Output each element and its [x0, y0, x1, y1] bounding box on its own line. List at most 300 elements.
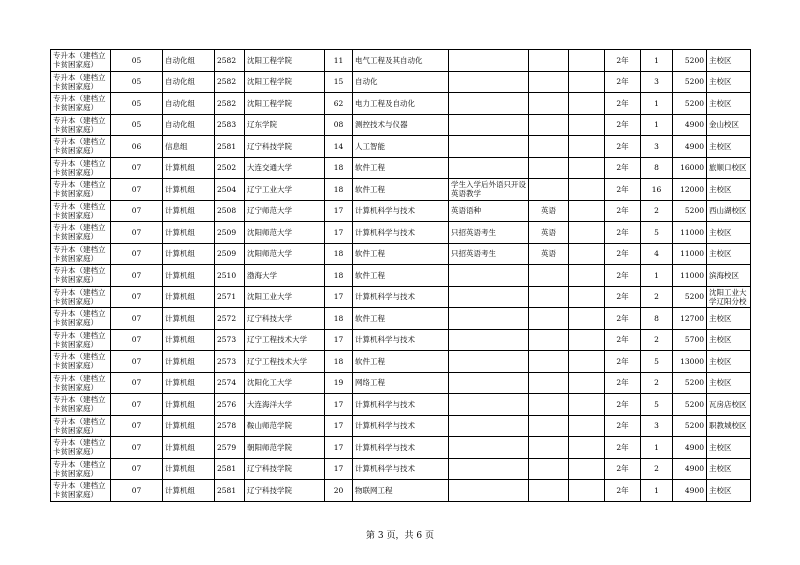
school-name-cell: 辽宁工程技术大学: [245, 351, 325, 373]
campus-cell: 主校区: [707, 93, 751, 115]
duration-cell: 2年: [605, 265, 641, 287]
campus-cell: 主校区: [707, 179, 751, 201]
tuition-cell: 12000: [673, 179, 707, 201]
school-name-cell: 沈阳工业大学: [245, 286, 325, 308]
major-code-cell: 18: [325, 157, 353, 179]
group-cell: 自动化组: [163, 93, 215, 115]
campus-cell: 主校区: [707, 50, 751, 72]
category-code-cell: 07: [111, 222, 163, 244]
tuition-cell: 4900: [673, 437, 707, 459]
plan-count-cell: 2: [641, 200, 673, 222]
school-code-cell: 2583: [215, 114, 245, 136]
language-cell: [529, 415, 569, 437]
campus-cell: 金山校区: [707, 114, 751, 136]
tuition-cell: 11000: [673, 265, 707, 287]
school-name-cell: 鞍山师范学院: [245, 415, 325, 437]
school-code-cell: 2574: [215, 372, 245, 394]
tuition-cell: 5200: [673, 286, 707, 308]
table-row: [51, 71, 751, 93]
major-code-cell: 17: [325, 222, 353, 244]
tuition-cell: 4900: [673, 480, 707, 502]
plan-count-cell: 8: [641, 157, 673, 179]
tuition-cell: 4900: [673, 458, 707, 480]
tuition-cell: 5200: [673, 415, 707, 437]
tuition-cell: 5200: [673, 71, 707, 93]
language-cell: [529, 437, 569, 459]
tuition-cell: 5200: [673, 372, 707, 394]
blank-cell: [569, 50, 605, 72]
enroll-type-cell: 专升本（建档立卡贫困家庭）: [51, 351, 111, 373]
table-row: [51, 179, 751, 201]
duration-cell: 2年: [605, 308, 641, 330]
table-row: [51, 415, 751, 437]
major-name-cell: 软件工程: [353, 265, 449, 287]
enroll-type-cell: 专升本（建档立卡贫困家庭）: [51, 329, 111, 351]
major-code-cell: 20: [325, 480, 353, 502]
school-name-cell: 沈阳工程学院: [245, 71, 325, 93]
enroll-type-cell: 专升本（建档立卡贫困家庭）: [51, 157, 111, 179]
tuition-cell: 4900: [673, 114, 707, 136]
table-row: [51, 243, 751, 265]
table-row: [51, 136, 751, 158]
note-cell: 只招英语考生: [449, 243, 529, 265]
duration-cell: 2年: [605, 372, 641, 394]
major-name-cell: 计算机科学与技术: [353, 458, 449, 480]
blank-cell: [569, 114, 605, 136]
note-cell: 英语语种: [449, 200, 529, 222]
table-row: [51, 351, 751, 373]
major-name-cell: 软件工程: [353, 308, 449, 330]
school-code-cell: 2572: [215, 308, 245, 330]
school-code-cell: 2573: [215, 329, 245, 351]
language-cell: 英语: [529, 243, 569, 265]
school-code-cell: 2576: [215, 394, 245, 416]
blank-cell: [569, 458, 605, 480]
major-name-cell: 计算机科学与技术: [353, 329, 449, 351]
group-cell: 计算机组: [163, 286, 215, 308]
campus-cell: 旅顺口校区: [707, 157, 751, 179]
note-cell: 只招英语考生: [449, 222, 529, 244]
major-name-cell: 计算机科学与技术: [353, 394, 449, 416]
enroll-type-cell: 专升本（建档立卡贫困家庭）: [51, 71, 111, 93]
language-cell: [529, 157, 569, 179]
table-row: [51, 114, 751, 136]
school-code-cell: 2502: [215, 157, 245, 179]
enroll-type-cell: 专升本（建档立卡贫困家庭）: [51, 179, 111, 201]
category-code-cell: 07: [111, 458, 163, 480]
major-name-cell: 自动化: [353, 71, 449, 93]
major-name-cell: 计算机科学与技术: [353, 200, 449, 222]
school-code-cell: 2504: [215, 179, 245, 201]
tuition-cell: 16000: [673, 157, 707, 179]
note-cell: [449, 458, 529, 480]
plan-count-cell: 1: [641, 480, 673, 502]
language-cell: [529, 480, 569, 502]
note-cell: [449, 351, 529, 373]
blank-cell: [569, 222, 605, 244]
major-name-cell: 软件工程: [353, 157, 449, 179]
blank-cell: [569, 437, 605, 459]
major-code-cell: 17: [325, 200, 353, 222]
group-cell: 计算机组: [163, 415, 215, 437]
campus-cell: 主校区: [707, 437, 751, 459]
table-row: [51, 437, 751, 459]
category-code-cell: 07: [111, 437, 163, 459]
major-code-cell: 17: [325, 329, 353, 351]
enroll-type-cell: 专升本（建档立卡贫困家庭）: [51, 372, 111, 394]
major-name-cell: 计算机科学与技术: [353, 222, 449, 244]
enroll-type-cell: 专升本（建档立卡贫困家庭）: [51, 458, 111, 480]
language-cell: [529, 329, 569, 351]
category-code-cell: 07: [111, 372, 163, 394]
major-name-cell: 人工智能: [353, 136, 449, 158]
note-cell: [449, 308, 529, 330]
language-cell: [529, 136, 569, 158]
blank-cell: [569, 351, 605, 373]
blank-cell: [569, 286, 605, 308]
tuition-cell: 5200: [673, 93, 707, 115]
duration-cell: 2年: [605, 415, 641, 437]
school-name-cell: 辽宁科技大学: [245, 308, 325, 330]
category-code-cell: 07: [111, 286, 163, 308]
note-cell: [449, 480, 529, 502]
group-cell: 自动化组: [163, 114, 215, 136]
blank-cell: [569, 157, 605, 179]
group-cell: 计算机组: [163, 222, 215, 244]
group-cell: 计算机组: [163, 200, 215, 222]
school-code-cell: 2582: [215, 71, 245, 93]
plan-count-cell: 2: [641, 329, 673, 351]
major-code-cell: 18: [325, 351, 353, 373]
enroll-type-cell: 专升本（建档立卡贫困家庭）: [51, 50, 111, 72]
group-cell: 计算机组: [163, 179, 215, 201]
major-code-cell: 17: [325, 286, 353, 308]
plan-count-cell: 1: [641, 114, 673, 136]
school-code-cell: 2581: [215, 480, 245, 502]
table-row: [51, 157, 751, 179]
major-name-cell: 计算机科学与技术: [353, 286, 449, 308]
plan-count-cell: 5: [641, 351, 673, 373]
note-cell: 学生入学后外语只开设英语教学: [449, 179, 529, 201]
major-code-cell: 17: [325, 458, 353, 480]
school-code-cell: 2571: [215, 286, 245, 308]
major-code-cell: 11: [325, 50, 353, 72]
school-code-cell: 2582: [215, 93, 245, 115]
major-name-cell: 电气工程及其自动化: [353, 50, 449, 72]
category-code-cell: 05: [111, 93, 163, 115]
group-cell: 计算机组: [163, 372, 215, 394]
table-row: [51, 200, 751, 222]
enroll-type-cell: 专升本（建档立卡贫困家庭）: [51, 136, 111, 158]
table-row: [51, 93, 751, 115]
category-code-cell: 07: [111, 415, 163, 437]
duration-cell: 2年: [605, 200, 641, 222]
school-code-cell: 2509: [215, 243, 245, 265]
group-cell: 计算机组: [163, 243, 215, 265]
campus-cell: 西山湖校区: [707, 200, 751, 222]
note-cell: [449, 415, 529, 437]
duration-cell: 2年: [605, 329, 641, 351]
blank-cell: [569, 265, 605, 287]
language-cell: [529, 372, 569, 394]
tuition-cell: 5700: [673, 329, 707, 351]
plan-count-cell: 5: [641, 394, 673, 416]
note-cell: [449, 394, 529, 416]
tuition-cell: 13000: [673, 351, 707, 373]
note-cell: [449, 157, 529, 179]
campus-cell: 主校区: [707, 458, 751, 480]
plan-count-cell: 4: [641, 243, 673, 265]
category-code-cell: 07: [111, 157, 163, 179]
plan-count-cell: 1: [641, 50, 673, 72]
campus-cell: 主校区: [707, 351, 751, 373]
note-cell: [449, 50, 529, 72]
campus-cell: 主校区: [707, 329, 751, 351]
campus-cell: 主校区: [707, 372, 751, 394]
school-code-cell: 2508: [215, 200, 245, 222]
group-cell: 计算机组: [163, 157, 215, 179]
enroll-type-cell: 专升本（建档立卡贫困家庭）: [51, 286, 111, 308]
duration-cell: 2年: [605, 136, 641, 158]
language-cell: 英语: [529, 200, 569, 222]
school-name-cell: 沈阳工程学院: [245, 50, 325, 72]
language-cell: [529, 71, 569, 93]
major-code-cell: 62: [325, 93, 353, 115]
blank-cell: [569, 93, 605, 115]
plan-count-cell: 5: [641, 222, 673, 244]
duration-cell: 2年: [605, 222, 641, 244]
language-cell: [529, 179, 569, 201]
duration-cell: 2年: [605, 157, 641, 179]
group-cell: 自动化组: [163, 50, 215, 72]
note-cell: [449, 136, 529, 158]
duration-cell: 2年: [605, 437, 641, 459]
language-cell: [529, 93, 569, 115]
plan-count-cell: 16: [641, 179, 673, 201]
major-name-cell: 计算机科学与技术: [353, 415, 449, 437]
table-row: [51, 286, 751, 308]
category-code-cell: 05: [111, 71, 163, 93]
language-cell: [529, 286, 569, 308]
enroll-type-cell: 专升本（建档立卡贫困家庭）: [51, 243, 111, 265]
school-name-cell: 朝阳师范学院: [245, 437, 325, 459]
language-cell: [529, 265, 569, 287]
enroll-type-cell: 专升本（建档立卡贫困家庭）: [51, 480, 111, 502]
plan-count-cell: 3: [641, 136, 673, 158]
category-code-cell: 07: [111, 265, 163, 287]
school-name-cell: 沈阳师范大学: [245, 243, 325, 265]
blank-cell: [569, 329, 605, 351]
plan-count-cell: 3: [641, 71, 673, 93]
major-code-cell: 17: [325, 415, 353, 437]
plan-count-cell: 2: [641, 372, 673, 394]
school-code-cell: 2582: [215, 50, 245, 72]
major-code-cell: 18: [325, 179, 353, 201]
blank-cell: [569, 372, 605, 394]
note-cell: [449, 71, 529, 93]
category-code-cell: 05: [111, 50, 163, 72]
school-name-cell: 辽东学院: [245, 114, 325, 136]
category-code-cell: 07: [111, 480, 163, 502]
plan-count-cell: 8: [641, 308, 673, 330]
campus-cell: 主校区: [707, 71, 751, 93]
school-code-cell: 2509: [215, 222, 245, 244]
note-cell: [449, 114, 529, 136]
campus-cell: 沈阳工业大学辽阳分校: [707, 286, 751, 308]
category-code-cell: 06: [111, 136, 163, 158]
major-code-cell: 18: [325, 265, 353, 287]
tuition-cell: 5200: [673, 200, 707, 222]
major-code-cell: 17: [325, 437, 353, 459]
enroll-type-cell: 专升本（建档立卡贫困家庭）: [51, 394, 111, 416]
major-name-cell: 计算机科学与技术: [353, 437, 449, 459]
language-cell: [529, 114, 569, 136]
group-cell: 计算机组: [163, 458, 215, 480]
campus-cell: 瓦房店校区: [707, 394, 751, 416]
enroll-type-cell: 专升本（建档立卡贫困家庭）: [51, 114, 111, 136]
language-cell: [529, 458, 569, 480]
major-name-cell: 电力工程及自动化: [353, 93, 449, 115]
plan-count-cell: 1: [641, 437, 673, 459]
note-cell: [449, 437, 529, 459]
school-name-cell: 辽宁师范大学: [245, 200, 325, 222]
category-code-cell: 07: [111, 179, 163, 201]
plan-count-cell: 1: [641, 265, 673, 287]
duration-cell: 2年: [605, 243, 641, 265]
duration-cell: 2年: [605, 351, 641, 373]
school-name-cell: 大连海洋大学: [245, 394, 325, 416]
campus-cell: 主校区: [707, 308, 751, 330]
blank-cell: [569, 200, 605, 222]
plan-count-cell: 3: [641, 415, 673, 437]
note-cell: [449, 329, 529, 351]
tuition-cell: 4900: [673, 136, 707, 158]
note-cell: [449, 372, 529, 394]
table-row: [51, 50, 751, 72]
plan-count-cell: 1: [641, 93, 673, 115]
note-cell: [449, 286, 529, 308]
group-cell: 自动化组: [163, 71, 215, 93]
major-name-cell: 软件工程: [353, 179, 449, 201]
note-cell: [449, 265, 529, 287]
enroll-type-cell: 专升本（建档立卡贫困家庭）: [51, 200, 111, 222]
enroll-type-cell: 专升本（建档立卡贫困家庭）: [51, 308, 111, 330]
group-cell: 计算机组: [163, 265, 215, 287]
major-code-cell: 18: [325, 308, 353, 330]
major-name-cell: 物联网工程: [353, 480, 449, 502]
school-code-cell: 2578: [215, 415, 245, 437]
table-row: [51, 394, 751, 416]
major-name-cell: 网络工程: [353, 372, 449, 394]
table-row: [51, 329, 751, 351]
major-name-cell: 软件工程: [353, 243, 449, 265]
campus-cell: 主校区: [707, 480, 751, 502]
duration-cell: 2年: [605, 50, 641, 72]
group-cell: 计算机组: [163, 308, 215, 330]
plan-count-cell: 2: [641, 458, 673, 480]
duration-cell: 2年: [605, 93, 641, 115]
school-name-cell: 沈阳师范大学: [245, 222, 325, 244]
campus-cell: 主校区: [707, 243, 751, 265]
blank-cell: [569, 179, 605, 201]
page-footer: 第 3 页，共 6 页: [366, 531, 434, 541]
tuition-cell: 11000: [673, 243, 707, 265]
campus-cell: 主校区: [707, 222, 751, 244]
school-name-cell: 辽宁工程技术大学: [245, 329, 325, 351]
major-code-cell: 19: [325, 372, 353, 394]
duration-cell: 2年: [605, 286, 641, 308]
campus-cell: 主校区: [707, 136, 751, 158]
school-name-cell: 辽宁科技学院: [245, 480, 325, 502]
major-code-cell: 15: [325, 71, 353, 93]
major-code-cell: 14: [325, 136, 353, 158]
group-cell: 计算机组: [163, 329, 215, 351]
major-name-cell: 测控技术与仪器: [353, 114, 449, 136]
blank-cell: [569, 243, 605, 265]
category-code-cell: 07: [111, 329, 163, 351]
duration-cell: 2年: [605, 114, 641, 136]
category-code-cell: 05: [111, 114, 163, 136]
duration-cell: 2年: [605, 179, 641, 201]
school-code-cell: 2573: [215, 351, 245, 373]
category-code-cell: 07: [111, 351, 163, 373]
campus-cell: 职教城校区: [707, 415, 751, 437]
language-cell: [529, 351, 569, 373]
category-code-cell: 07: [111, 394, 163, 416]
school-name-cell: 大连交通大学: [245, 157, 325, 179]
blank-cell: [569, 308, 605, 330]
language-cell: [529, 308, 569, 330]
tuition-cell: 12700: [673, 308, 707, 330]
table-row: [51, 308, 751, 330]
major-code-cell: 18: [325, 243, 353, 265]
table-row: [51, 372, 751, 394]
group-cell: 计算机组: [163, 437, 215, 459]
campus-cell: 滨海校区: [707, 265, 751, 287]
table-body: [51, 50, 751, 502]
school-name-cell: 辽宁科技学院: [245, 458, 325, 480]
group-cell: 信息组: [163, 136, 215, 158]
major-name-cell: 软件工程: [353, 351, 449, 373]
blank-cell: [569, 136, 605, 158]
tuition-cell: 5200: [673, 50, 707, 72]
table-row: [51, 480, 751, 502]
language-cell: [529, 50, 569, 72]
enroll-type-cell: 专升本（建档立卡贫困家庭）: [51, 265, 111, 287]
school-code-cell: 2579: [215, 437, 245, 459]
group-cell: 计算机组: [163, 480, 215, 502]
school-name-cell: 渤海大学: [245, 265, 325, 287]
school-code-cell: 2581: [215, 136, 245, 158]
category-code-cell: 07: [111, 308, 163, 330]
tuition-cell: 5200: [673, 394, 707, 416]
category-code-cell: 07: [111, 200, 163, 222]
school-name-cell: 沈阳化工大学: [245, 372, 325, 394]
blank-cell: [569, 415, 605, 437]
enroll-type-cell: 专升本（建档立卡贫困家庭）: [51, 93, 111, 115]
table-row: [51, 265, 751, 287]
blank-cell: [569, 480, 605, 502]
school-code-cell: 2510: [215, 265, 245, 287]
enroll-type-cell: 专升本（建档立卡贫困家庭）: [51, 437, 111, 459]
school-name-cell: 辽宁工业大学: [245, 179, 325, 201]
tuition-cell: 11000: [673, 222, 707, 244]
school-code-cell: 2581: [215, 458, 245, 480]
school-name-cell: 辽宁科技学院: [245, 136, 325, 158]
duration-cell: 2年: [605, 71, 641, 93]
blank-cell: [569, 71, 605, 93]
duration-cell: 2年: [605, 458, 641, 480]
